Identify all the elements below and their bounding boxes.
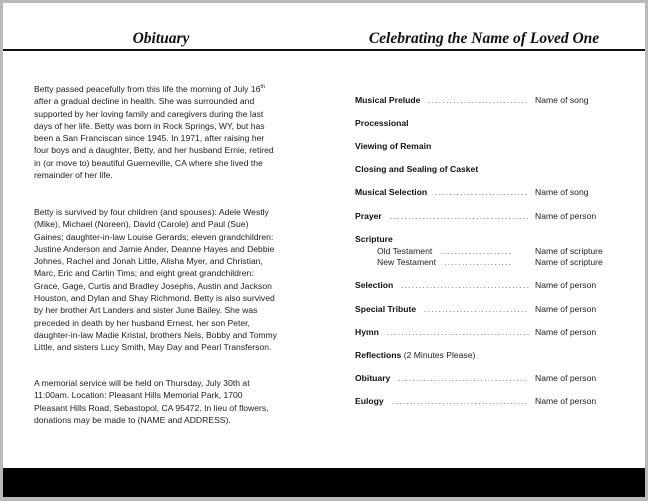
obituary-paragraph — [34, 377, 269, 426]
dot-leader: ....................................... — [390, 211, 530, 221]
program-item-label: Viewing of Remain — [355, 141, 432, 151]
program-item — [355, 327, 597, 337]
dot-leader: ........................................ — [387, 327, 531, 337]
program-item — [355, 280, 597, 290]
program-page — [3, 3, 645, 497]
program-item-value: Name of person — [535, 373, 597, 383]
dot-leader: ............................. — [424, 304, 529, 314]
program-item — [355, 304, 597, 314]
program-item-label: Closing and Sealing of Casket — [355, 164, 479, 174]
text-line: donations may be made to (NAME and ADDRESS). — [34, 414, 231, 425]
program-item-label: Processional — [355, 118, 409, 128]
program-item-label: Eulogy — [355, 396, 384, 406]
program-item-label: Scripture — [355, 234, 393, 244]
program-item — [355, 118, 409, 128]
text-line: Betty passed peacefully from this life the morning of July 16th — [34, 84, 266, 94]
program-item-value: Name of scripture — [535, 257, 603, 267]
program-item-label: Musical Prelude — [355, 95, 421, 105]
program-item-value: Name of person — [535, 327, 597, 337]
dot-leader: .................... — [440, 246, 512, 256]
text-line: four boys and a daughter, Betty, and her husband Ernie, retired — [34, 145, 274, 156]
program-item-label: Special Tribute — [355, 304, 417, 314]
program-item — [377, 257, 603, 267]
superscript: th — [260, 84, 266, 91]
program-item — [355, 187, 589, 197]
text-line: days of her life. Betty was born in Rock Springs, WY, but has — [34, 120, 265, 131]
program-item-value: Name of person — [535, 280, 597, 290]
text-line: Grace, Gage, Curtis and Bradley Josephs, Austin and Jackson — [34, 280, 272, 291]
header-divider — [3, 49, 645, 51]
program-item-label: Hymn — [355, 327, 379, 337]
text-line: Marc, Eric and Carlin Tims; and eight great grandchildren: — [34, 268, 254, 279]
program-item — [377, 246, 603, 256]
text-line: remainder of her life. — [34, 170, 113, 181]
program-item — [355, 396, 597, 406]
program-item-label: Reflections — [355, 350, 402, 360]
program-item-label: Musical Selection — [355, 187, 428, 197]
text-line: A memorial service will be held on Thursday, July 30th at — [34, 378, 250, 388]
dot-leader: .................................... — [398, 373, 528, 383]
text-line: supported by her loving family and caregivers during the last — [34, 108, 264, 119]
obituary-title: Obituary — [132, 30, 190, 47]
obituary-paragraph — [34, 206, 277, 354]
program-item — [355, 95, 589, 105]
text-line: by her brother Art Landers and sister June Bailey. She was — [34, 305, 258, 316]
text-line: Little, and sisters Lucy Smith, May Day and Pearl Transferson. — [34, 342, 272, 353]
program-item-note: (2 Minutes Please) — [401, 350, 476, 360]
program-item-value: Name of scripture — [535, 246, 603, 256]
text-line: Justine Anderson and Jamie Ander, Deanne Hayes and Debbie — [34, 243, 275, 254]
dot-leader: ................... — [444, 257, 513, 267]
text-line: been a San Franciscan since 1945. In 1971, after raising her — [34, 133, 265, 144]
program-item-label: Old Testament — [377, 246, 433, 256]
text-line: Johnes, Rachel and Jonah Little, Alisha Myer, and Christian, — [34, 256, 263, 267]
text-line: Houston, and Dylan and Shay Richmond. Betty is also survived — [34, 293, 275, 304]
program-title: Celebrating the Name of Loved One — [368, 30, 600, 47]
program-item — [355, 234, 393, 244]
dot-leader: ............................ — [428, 95, 529, 105]
text-line: Pleasant Hills Road, Sebastopol, CA 95472. In lieu of flowers, — [34, 402, 269, 413]
program-item-label: Prayer — [355, 211, 382, 221]
dot-leader: .......................... — [435, 187, 529, 197]
text-line: 11:00am. Location: Pleasant Hills Memorial Park, 1700 — [34, 390, 243, 401]
program-item — [355, 164, 478, 174]
program-item-value: Name of song — [535, 187, 589, 197]
program-item-value: Name of song — [535, 95, 589, 105]
text-line: Gaines; daughter-in-law Louise Gerards; eleven grandchildren: — [34, 231, 274, 242]
program-item-value: Name of person — [535, 304, 597, 314]
footer-bar — [3, 468, 645, 497]
program-item — [355, 211, 597, 221]
text-line: daughter-in-law Madie Kristal, brothers Nels, Bobby and Tommy — [34, 329, 277, 340]
program-item — [355, 141, 431, 151]
program-item-label: Selection — [355, 280, 394, 290]
text-line: Betty is survived by four children (and spouses): Adele Westly — [34, 207, 269, 217]
program-item-value: Name of person — [535, 396, 597, 406]
text-line: in (or move to) beautiful Guerneville, CA where she lived the — [34, 157, 263, 168]
text-line: preceded in death by her husband Ernest, her son Peter, — [34, 317, 250, 328]
dot-leader: .................................... — [401, 280, 531, 290]
text-line: (Mike), Michael (Noreen), David (Carole) and Paul (Sue) — [34, 219, 249, 230]
obituary-paragraph — [34, 83, 274, 181]
program-item-label: New Testament — [377, 257, 437, 267]
program-item-label: Obituary — [355, 373, 391, 383]
dot-leader: ...................................... — [392, 396, 529, 406]
program-item — [355, 373, 597, 383]
program-item-value: Name of person — [535, 211, 597, 221]
program-item — [355, 350, 475, 360]
text-line: after a gradual decline in health. She was surrounded and — [34, 96, 255, 107]
